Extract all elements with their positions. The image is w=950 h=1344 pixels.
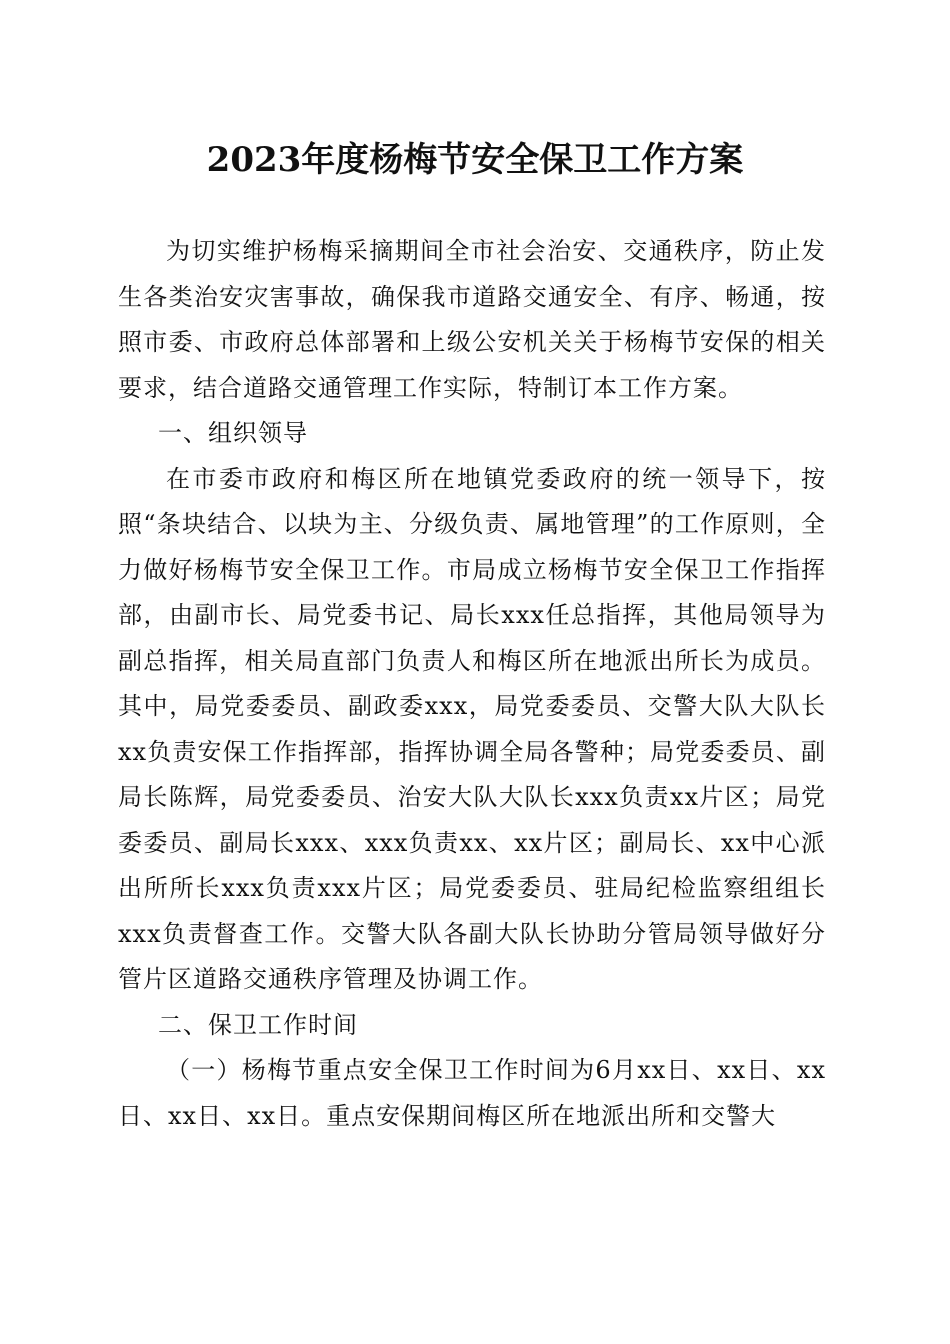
intro-paragraph: 为切实维护杨梅采摘期间全市社会治安、交通秩序，防止发生各类治安灾害事故，确保我市道路交通安全、有序、畅通，按照市委、市政府总体部署和上级公安机关关于杨梅节安保的相关要求，结合道路交通管理工作实际，特制订本工作方案。 [118, 237, 826, 402]
document-title: 2023年度杨梅节安全保卫工作方案 [206, 140, 744, 180]
section-heading-schedule: 二、保卫工作时间 [158, 1010, 358, 1039]
section-paragraph-schedule: （一）杨梅节重点安全保卫工作时间为6月xx日、xx日、xx日、xx日、xx日。重点安保期间梅区所在地派出所和交警大 [118, 1056, 826, 1130]
section-paragraph-organization: 在市委市政府和梅区所在地镇党委政府的统一领导下，按照“条块结合、以块为主、分级负责、属地管理”的工作原则，全力做好杨梅节安全保卫工作。市局成立杨梅节安全保卫工作指挥部，由副市长、局党委书记、局长xxx任总指挥，其他局领导为副总指挥，相关局直部门负责人和梅区所在地派出所长为成员。其中，局党委委员、副政委xxx，局党委委员、交警大队大队长xx负责安保工作指挥部，指挥协调全局各警种；局党委委员、副局长陈辉，局党委委员、治安大队大队长xxx负责xx片区；局党委委员、副局长xxx、xxx负责xx、xx片区；副局长、xx中心派出所所长xxx负责xxx片区；局党委委员、驻局纪检监察组组长xxx负责督查工作。交警大队各副大队长协助分管局领导做好分管片区道路交通秩序管理及协调工作。 [118, 464, 826, 993]
document-body [118, 229, 826, 1139]
section-heading-organization: 一、组织领导 [158, 419, 308, 447]
